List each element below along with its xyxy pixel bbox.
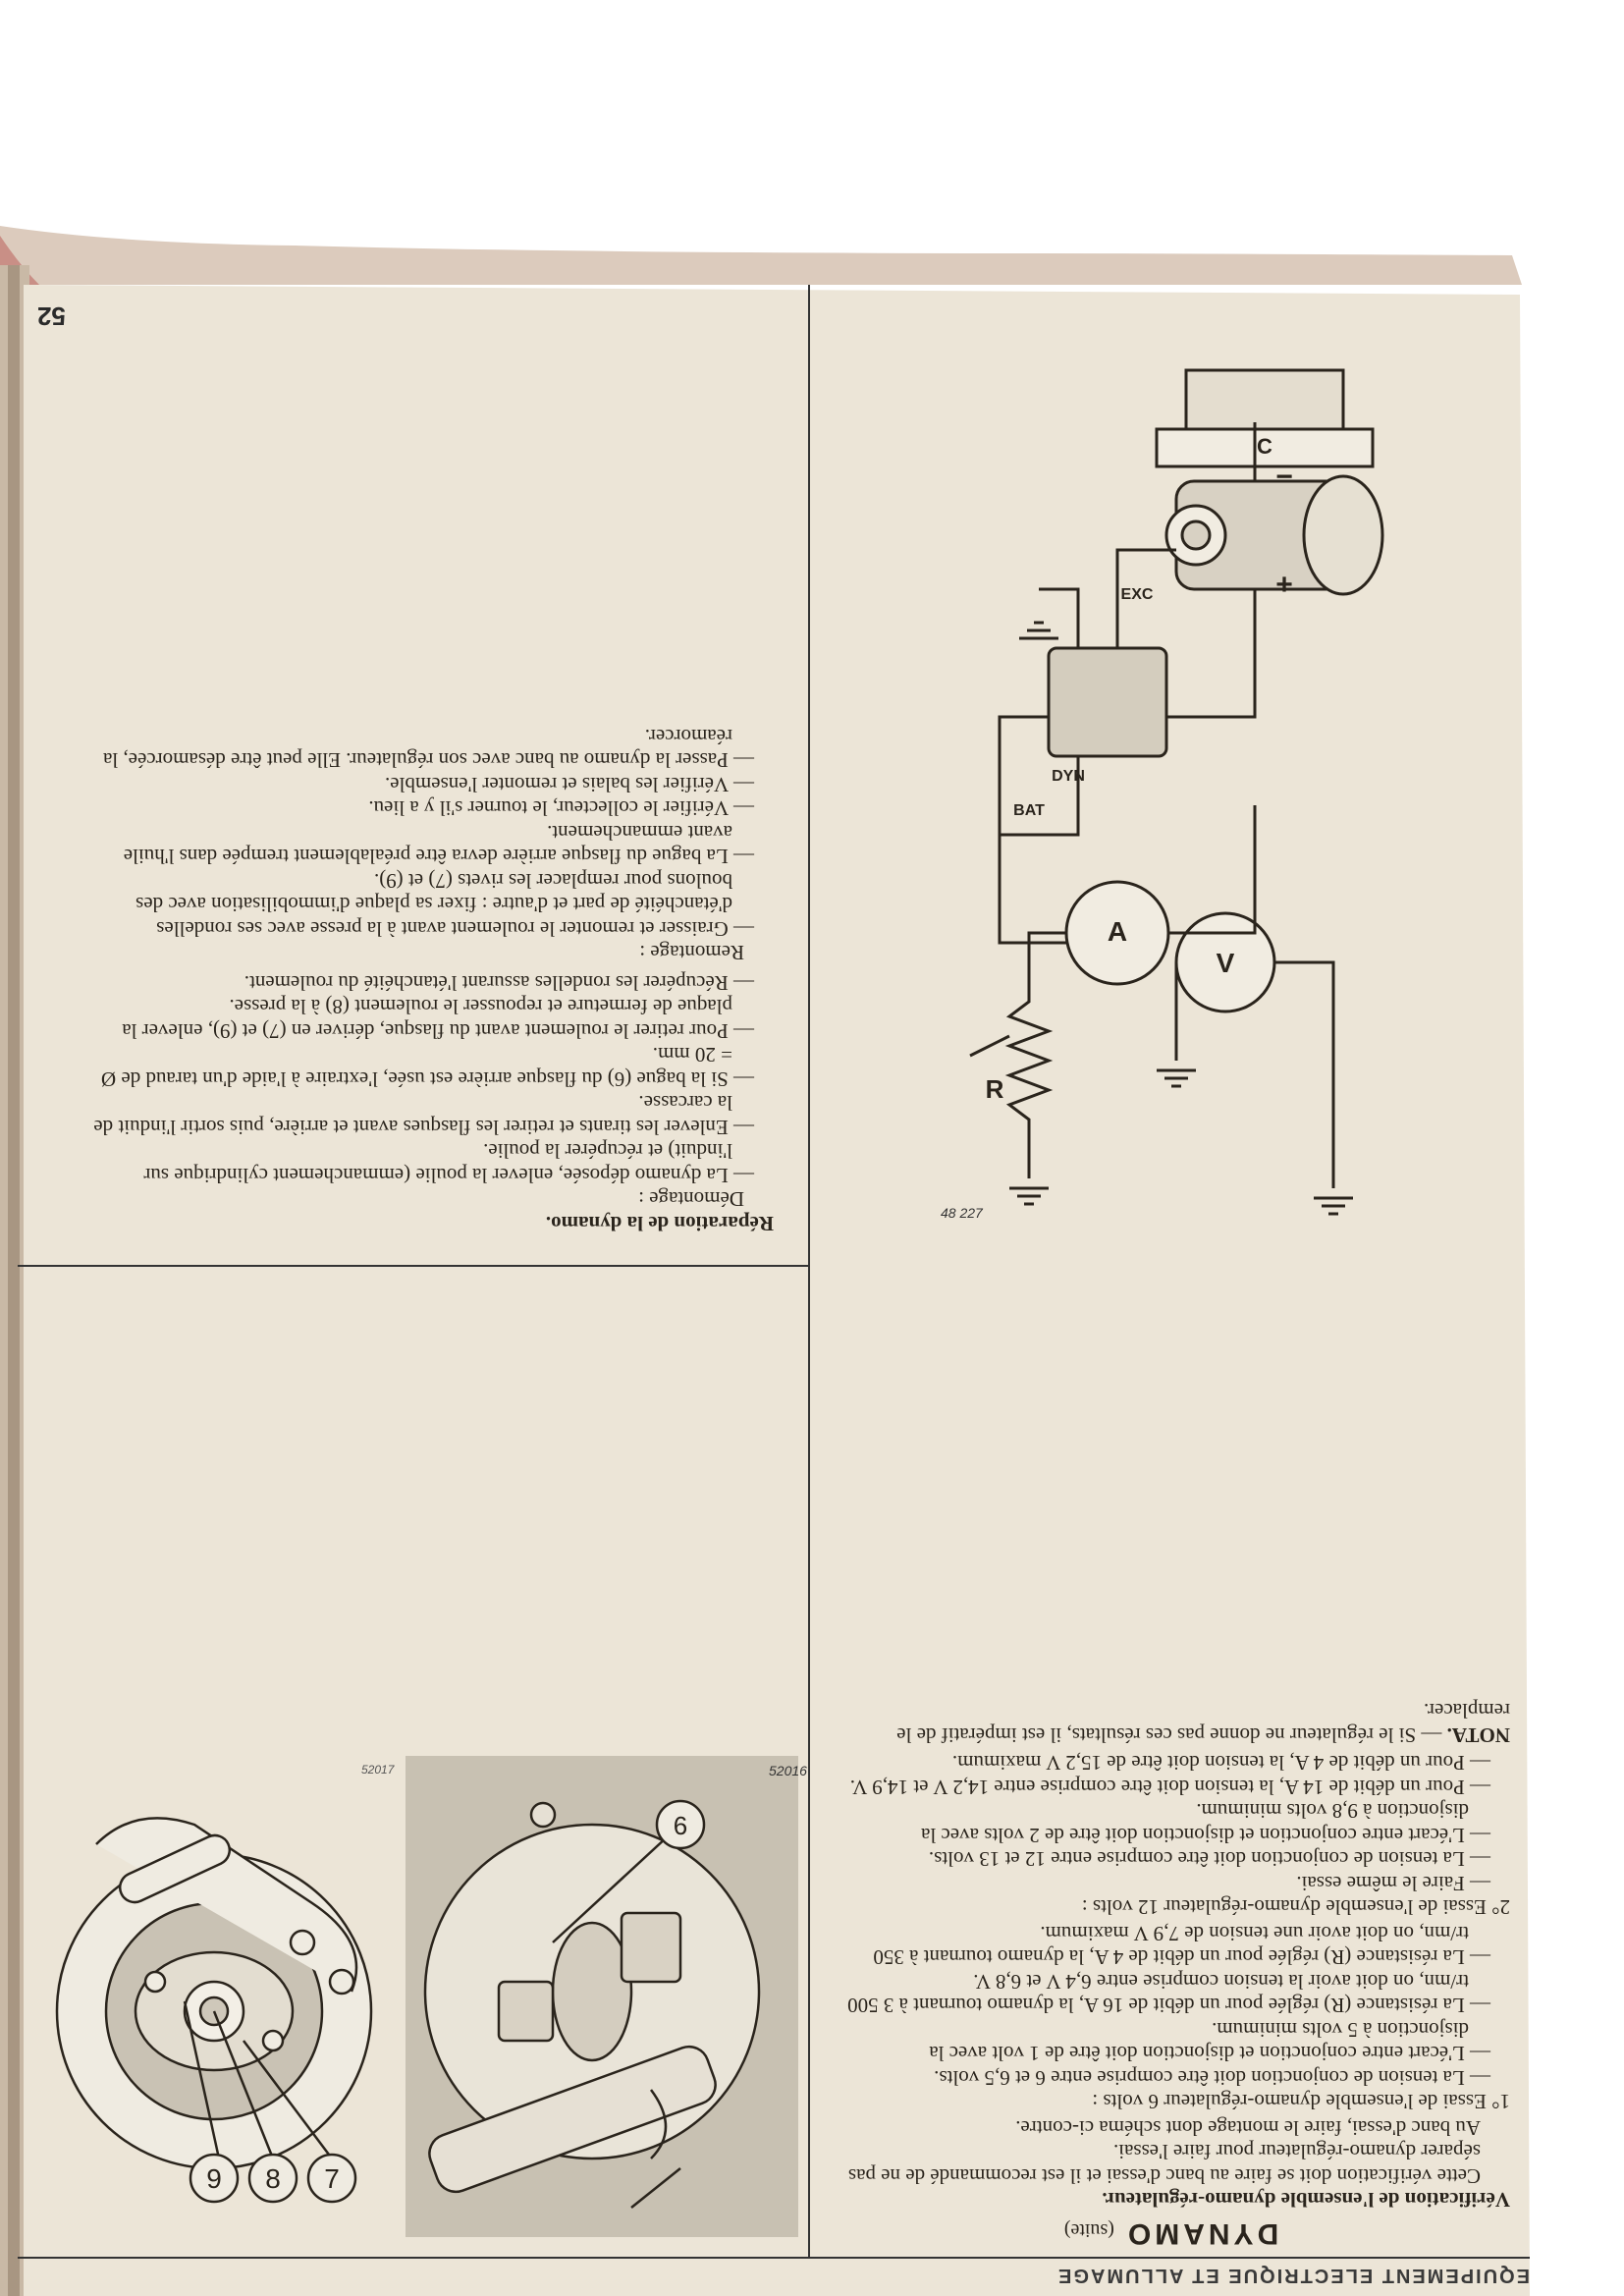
bench-label: C — [1257, 434, 1272, 459]
remontage-item: — Vérifier le collecteur, le tourner s'il y a lieu. — [368, 796, 754, 821]
demontage-heading: Démontage : — [638, 1187, 744, 1212]
intro-paragraph-2: Au banc d'essai, faire le montage dont schéma ci-contre. — [1015, 2116, 1481, 2140]
test1-item: — La résistance (R) réglée pour un débit de 16 A, la dynamo tournant à 3 500 tr/mn, on doit avoir la tension comprise entre 6,4 V et 6,8 V. — [847, 1970, 1490, 2018]
row-divider — [18, 1265, 810, 1267]
test2-item: — Pour un débit de 4 A, la tension doit être de 15,2 V maximum. — [951, 1751, 1490, 1776]
section-heading-verification: Vérification de l'ensemble dynamo-régulateur. — [1102, 2188, 1510, 2213]
title-suffix: (suite) — [1063, 2219, 1114, 2241]
title-text: DYNAMO — [1123, 2217, 1279, 2250]
callout-9-label: 9 — [206, 2163, 222, 2194]
ammeter-label: A — [1107, 916, 1128, 947]
header-rule — [18, 2257, 1530, 2259]
test2-item: — La tension de conjonction doit être comprise entre 12 et 13 volts. — [928, 1847, 1490, 1872]
bat-label: BAT — [1013, 802, 1045, 819]
demontage-item: — Si la bague (6) du flasque arrière est usée, l'extraire à l'aide d'un taraud de Ø = 20 mm. — [101, 1043, 754, 1091]
page-number: 52 — [37, 301, 66, 331]
right-column — [86, 725, 774, 1236]
regulator — [1049, 648, 1166, 756]
demontage-item: — Récupérer les rondelles assurant l'étanchéité du roulement. — [244, 971, 754, 995]
callout-8-label: 8 — [265, 2163, 281, 2194]
test2-item: — L'écart entre conjonction et disjonction doit être de 2 volts avec la disjonction à 9,8 volts minimum. — [921, 1799, 1490, 1847]
nota-label: NOTA. — [1446, 1723, 1510, 1747]
test1-item: — La résistance (R) réglée pour un débit de 4 A, la dynamo tournant à 350 tr/mn, on doit avoir une tension de 7,9 V maximum. — [873, 1922, 1490, 1970]
resistance-r — [1009, 972, 1049, 1178]
page-title — [833, 2217, 1510, 2250]
dynamo-pulley — [1304, 476, 1382, 594]
demontage-item: — Enlever les tirants et retirer les flasques avant et arrière, puis sortir l'induit de la carcasse. — [93, 1091, 754, 1139]
test1-heading: 1° Essai de l'ensemble dynamo-régulateur 6 volts : — [1092, 2090, 1510, 2114]
callout-6-label: 6 — [673, 1811, 688, 1840]
demontage-item: — Pour retirer le roulement avant du flasque, dériver en (7) et (9), enlever la plaque de fermeture et repousser le roulement (8) à la presse. — [122, 995, 754, 1043]
exc-label: EXC — [1120, 586, 1154, 603]
rear-bracket-figure — [406, 1756, 807, 2237]
demontage-item: — La dynamo déposée, enlever la poulie (emmanchement cylindrique sur l'induit) et récupérer la poulie. — [143, 1139, 754, 1187]
column-divider — [808, 285, 810, 2257]
rear-figure-ref: 52016 — [769, 1763, 807, 1778]
test2-item: — Pour un débit de 14 A, la tension doit être comprise entre 14,2 V et 14,9 V. — [849, 1776, 1490, 1799]
test2-heading: 2° Essai de l'ensemble dynamo-régulateur 12 volts : — [1081, 1895, 1510, 1920]
callout-7-label: 7 — [324, 2163, 340, 2194]
section-heading-reparation: Réparation de la dynamo. — [545, 1212, 774, 1235]
remontage-heading: Remontage : — [639, 941, 744, 965]
intro-paragraph: Cette vérification doit se faire au banc d'essai et il est recommandé de ne pas séparer dynamo-régulateur pour faire l'essai. — [847, 2140, 1481, 2188]
left-column — [833, 1699, 1510, 2250]
running-header: EQUIPEMENT ELECTRIQUE ET ALLUMAGE — [1056, 2265, 1530, 2286]
book-page — [18, 285, 1530, 2296]
nota-text: — Si le régulateur ne donne pas ces résultats, il est impératif de le remplacer. — [896, 1699, 1510, 1747]
wiring-diagram — [823, 324, 1490, 1267]
front-bracket-figure — [27, 1756, 395, 2237]
resistance-label: R — [985, 1074, 1004, 1104]
dyn-label: DYN — [1052, 768, 1085, 785]
plus-sign: + — [1275, 569, 1293, 601]
remontage-item: — Vérifier les balais et remonter l'ensemble. — [384, 773, 754, 796]
test1-item: — La tension de conjonction doit être comprise entre 6 et 6,5 volts. — [934, 2066, 1490, 2090]
remontage-item: — Passer la dynamo au banc avec son régulateur. Elle peut être désamorcée, la réamorcer. — [103, 725, 754, 773]
front-figure-ref: 52017 — [361, 1763, 395, 1777]
remontage-item: — Graisser et remonter le roulement avant à la presse avec ses rondelles d'étanchéité de part et d'autre : fixer sa plaque d'immobilisation avec des boulons pour remplacer les rivets (7) et (9). — [135, 869, 754, 941]
wiring-figure-ref: 48 227 — [941, 1205, 983, 1221]
voltmeter-label: V — [1216, 948, 1235, 978]
nota — [833, 1699, 1510, 1747]
minus-sign: − — [1275, 461, 1293, 493]
test2-item: — Faire le même essai. — [1296, 1872, 1490, 1895]
remontage-item: — La bague du flasque arrière devra être préalablement trempée dans l'huile avant emmanchement. — [123, 821, 754, 869]
test1-item: — L'écart entre conjonction et disjonction doit être de 1 volt avec la disjonction à 5 volts minimum. — [929, 2018, 1490, 2066]
